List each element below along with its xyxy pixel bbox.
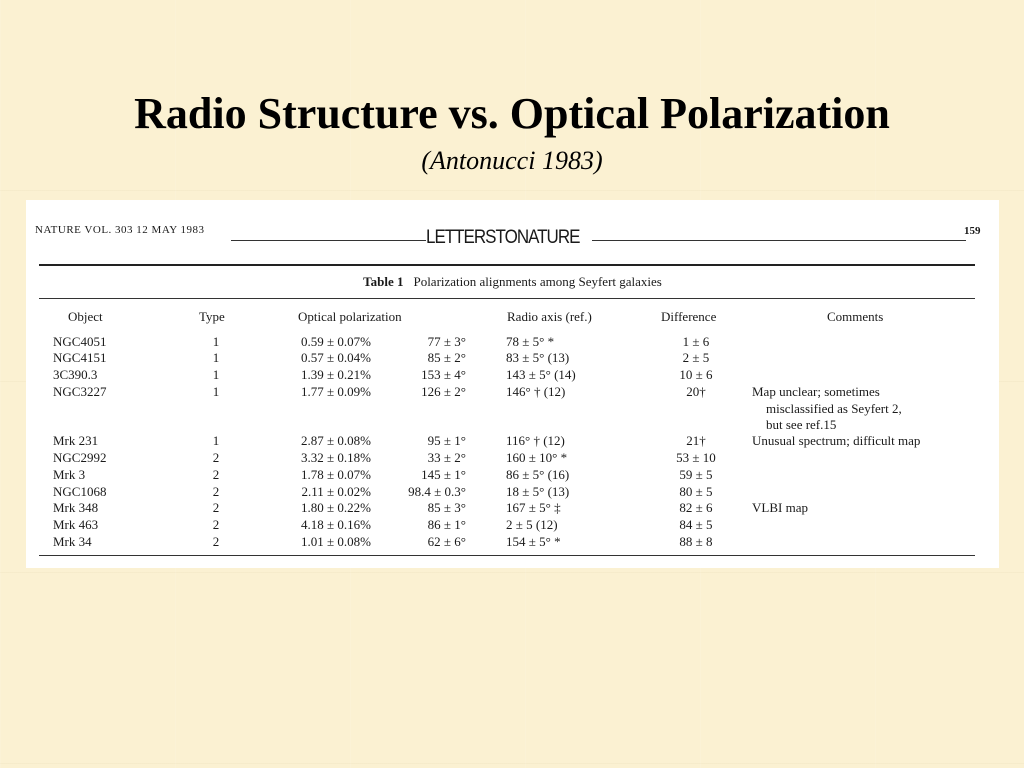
cell-difference: 59 ± 5: [679, 467, 713, 482]
cell-object: NGC4151: [53, 350, 107, 365]
cell-difference: 10 ± 6: [679, 367, 713, 382]
cell-type: 2: [212, 484, 220, 499]
cell-polarization-percent: 1.01 ± 0.08%: [301, 534, 371, 549]
column-header-comments: Comments: [827, 309, 884, 324]
cell-polarization-angle: 126 ± 2°: [421, 384, 466, 399]
cell-difference: 20†: [686, 384, 706, 399]
cell-polarization-percent: 1.80 ± 0.22%: [301, 500, 371, 515]
cell-difference: 88 ± 8: [679, 534, 713, 549]
cell-object: 3C390.3: [53, 367, 98, 382]
cell-type: 2: [212, 517, 220, 532]
cell-type: 2: [212, 467, 220, 482]
slide-title: Radio Structure vs. Optical Polarization: [134, 89, 890, 138]
cell-radio-axis: 78 ± 5° *: [506, 334, 555, 349]
cell-polarization-percent: 4.18 ± 0.16%: [301, 517, 371, 532]
cell-difference: 1 ± 6: [682, 334, 710, 349]
column-header-radio-axis: Radio axis (ref.): [507, 309, 592, 324]
page-number: 159: [964, 225, 981, 237]
cell-comment: Map unclear; sometimes: [752, 384, 880, 399]
cell-polarization-percent: 1.78 ± 0.07%: [301, 467, 371, 482]
cell-radio-axis: 143 ± 5° (14): [506, 367, 576, 382]
cell-object: Mrk 34: [53, 534, 92, 549]
cell-object: Mrk 3: [53, 467, 86, 482]
cell-polarization-angle: 85 ± 3°: [427, 500, 466, 515]
cell-polarization-percent: 0.57 ± 0.04%: [301, 350, 371, 365]
column-header-optical-polarization: Optical polarization: [298, 309, 402, 324]
cell-comment: Unusual spectrum; difficult map: [752, 433, 921, 448]
cell-polarization-angle: 145 ± 1°: [421, 467, 466, 482]
section-name: LETTERSTONATURE: [426, 225, 580, 248]
cell-polarization-percent: 1.39 ± 0.21%: [301, 367, 371, 382]
journal-header: NATURE VOL. 303 12 MAY 1983: [35, 224, 205, 236]
cell-type: 2: [212, 450, 220, 465]
cell-object: Mrk 463: [53, 517, 99, 532]
table-caption-text: Polarization alignments among Seyfert galaxies: [413, 274, 662, 289]
cell-polarization-angle: 98.4 ± 0.3°: [408, 484, 466, 499]
cell-difference: 2 ± 5: [682, 350, 710, 365]
cell-polarization-angle: 85 ± 2°: [427, 350, 466, 365]
column-header-difference: Difference: [661, 309, 717, 324]
cell-polarization-percent: 1.77 ± 0.09%: [301, 384, 371, 399]
cell-difference: 80 ± 5: [679, 484, 713, 499]
cell-difference: 21†: [686, 433, 706, 448]
cell-radio-axis: 146° † (12): [506, 384, 566, 399]
cell-difference: 53 ± 10: [676, 450, 716, 465]
cell-comment: misclassified as Seyfert 2,: [766, 400, 902, 416]
cell-object: NGC1068: [53, 484, 107, 499]
table-bottom-rule: [39, 555, 975, 556]
table-label: Table 1: [363, 274, 404, 289]
cell-type: 2: [212, 534, 220, 549]
cell-radio-axis: 116° † (12): [506, 433, 565, 448]
cell-radio-axis: 154 ± 5° *: [506, 534, 561, 549]
cell-object: NGC3227: [53, 384, 107, 399]
cell-type: 2: [212, 500, 220, 515]
cell-polarization-angle: 33 ± 2°: [427, 450, 466, 465]
cell-polarization-angle: 86 ± 1°: [427, 517, 466, 532]
data-table: [26, 200, 999, 568]
cell-polarization-angle: 62 ± 6°: [427, 534, 466, 549]
cell-polarization-percent: 2.11 ± 0.02%: [301, 484, 371, 499]
column-header-type: Type: [199, 309, 225, 324]
cell-object: Mrk 348: [53, 500, 99, 515]
cell-difference: 84 ± 5: [679, 517, 713, 532]
cell-radio-axis: 86 ± 5° (16): [506, 467, 570, 482]
cell-radio-axis: 160 ± 10° *: [506, 450, 568, 465]
cell-polarization-percent: 3.32 ± 0.18%: [301, 450, 371, 465]
cell-type: 1: [212, 334, 220, 349]
cell-comment: VLBI map: [752, 500, 808, 515]
cell-radio-axis: 167 ± 5° ‡: [506, 500, 561, 515]
cell-radio-axis: 83 ± 5° (13): [506, 350, 570, 365]
cell-object: NGC4051: [53, 334, 107, 349]
cell-radio-axis: 18 ± 5° (13): [506, 484, 570, 499]
cell-comment: but see ref.15: [766, 417, 837, 432]
cell-polarization-angle: 95 ± 1°: [427, 433, 466, 448]
cell-radio-axis: 2 ± 5 (12): [506, 517, 558, 532]
cell-type: 1: [212, 367, 220, 382]
cell-polarization-percent: 0.59 ± 0.07%: [301, 334, 371, 349]
cell-polarization-angle: 153 ± 4°: [421, 367, 466, 382]
cell-object: NGC2992: [53, 450, 107, 465]
cell-polarization-angle: 77 ± 3°: [427, 334, 466, 349]
column-header-object: Object: [68, 309, 103, 324]
cell-polarization-percent: 2.87 ± 0.08%: [301, 433, 371, 448]
cell-difference: 82 ± 6: [679, 500, 713, 515]
cell-object: Mrk 231: [53, 433, 99, 448]
slide-subtitle: (Antonucci 1983): [421, 146, 603, 175]
cell-type: 1: [212, 384, 220, 399]
cell-type: 1: [212, 350, 220, 365]
scanned-table-image: [26, 200, 999, 568]
cell-type: 1: [212, 433, 220, 448]
